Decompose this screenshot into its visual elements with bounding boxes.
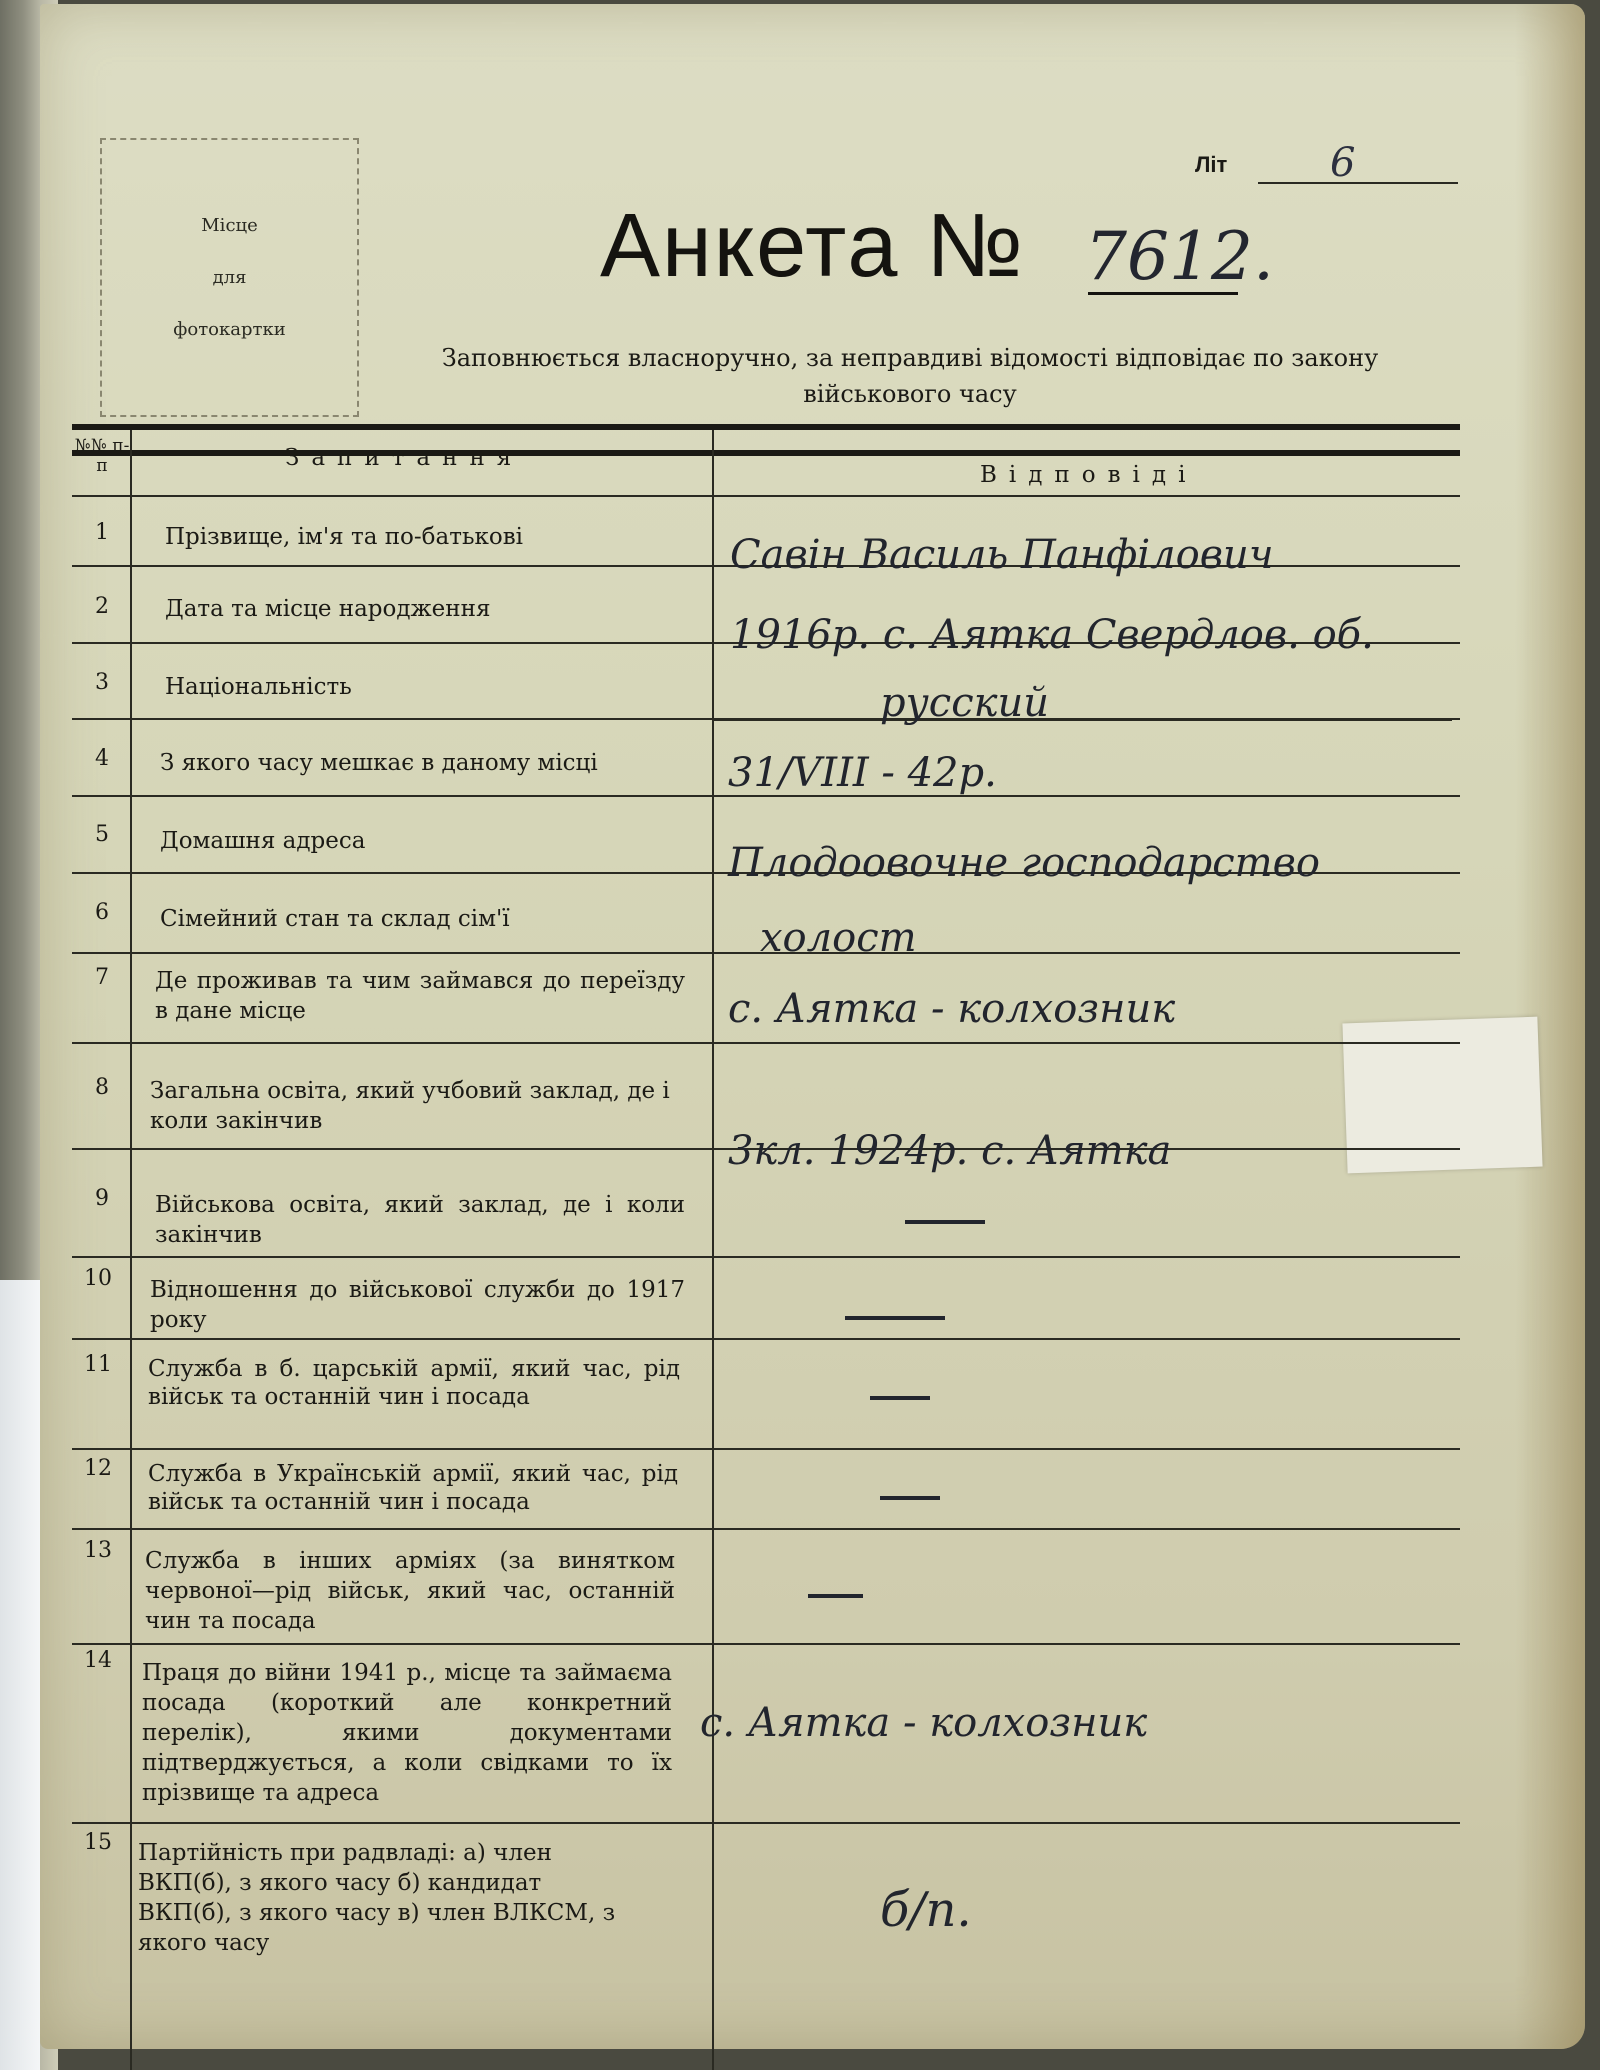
question-cell: Прізвище, ім'я та по-батькові — [165, 524, 523, 550]
photo-label-line3: фотокартки — [173, 318, 286, 340]
answer-cell: холост — [760, 915, 917, 961]
header-answers: Відповіді — [980, 462, 1198, 488]
answer-cell: 31/VIII - 42р. — [728, 750, 997, 796]
question-cell: Служба в Українській армії, який час, рід військ та останній чин і посада — [148, 1461, 678, 1515]
answer-cell: 1916р. с. Аятка Свердлов. об. — [730, 612, 1374, 658]
row-num: 6 — [95, 900, 109, 925]
photo-label-line1: Місце — [201, 214, 258, 236]
question-cell: Національність — [165, 674, 352, 700]
header-num: №№ п-п — [74, 436, 130, 476]
answer-cell: русский — [880, 680, 1050, 726]
row-num: 13 — [84, 1538, 112, 1563]
answer-cell — [845, 1316, 945, 1320]
question-cell: Військова освіта, який заклад, де і коли закінчив — [155, 1192, 685, 1248]
row-num: 14 — [84, 1648, 112, 1673]
row-num: 15 — [84, 1830, 112, 1855]
question-cell: З якого часу мешкає в даному місці — [160, 750, 598, 776]
answer-cell: с. Аятка - колхозник — [700, 1700, 1148, 1746]
question-cell: Відношення до військової служби до 1917 року — [150, 1277, 685, 1333]
row-num: 9 — [95, 1186, 109, 1211]
answer-cell — [880, 1496, 940, 1500]
row-num: 5 — [95, 822, 109, 847]
answer-cell — [808, 1594, 863, 1598]
row-num: 12 — [84, 1456, 112, 1481]
photo-placeholder — [100, 138, 359, 417]
answer-cell — [905, 1220, 985, 1224]
answer-cell: 3кл. 1924р. с. Аятка — [728, 1128, 1172, 1174]
question-cell: Партійність при радвладі: а) член ВКП(б), з якого часу б) кандидат ВКП(б), з якого часу в) член ВЛКСМ, з якого часу — [138, 1840, 616, 1956]
question-cell: Загальна освіта, який учбовий заклад, де і коли закінчив — [150, 1078, 670, 1134]
answer-cell: с. Аятка - колхозник — [728, 986, 1176, 1032]
answer-cell — [870, 1396, 930, 1400]
row-num: 2 — [95, 594, 109, 619]
answer-cell: б/п. — [880, 1882, 972, 1938]
sheet-label: Літ — [1195, 152, 1228, 177]
question-cell: Служба в б. царській армії, який час, рід військ та останній чин і посада — [148, 1356, 680, 1410]
question-cell: Де проживав та чим займався до переїзду в дане місце — [155, 968, 685, 1024]
row-num: 10 — [84, 1266, 112, 1291]
question-cell: Домашня адреса — [160, 828, 366, 854]
row-num: 11 — [84, 1352, 112, 1377]
form-instructions: Заповнюється власноручно, за неправдиві відомості відповідає по закону військового часу — [441, 344, 1379, 408]
page-title: Анкета № — [600, 196, 1025, 296]
row-num: 7 — [95, 965, 109, 990]
sheet-number: 6 — [1330, 140, 1356, 186]
question-cell: Служба в інших арміях (за винятком червоної—рід військ, який час, останній чин та посада — [145, 1548, 675, 1634]
answer-cell: Савін Василь Панфілович — [730, 532, 1274, 578]
question-cell: Сімейний стан та склад сім'ї — [160, 906, 510, 932]
answer-cell: Плодоовочне господарство — [728, 840, 1320, 886]
header-questions: Запитання — [285, 445, 524, 471]
row-num: 3 — [95, 670, 109, 695]
row-num: 8 — [95, 1075, 109, 1100]
photo-label-line2: для — [212, 266, 247, 288]
form-number: 7612. — [1085, 218, 1274, 295]
row-num: 1 — [95, 520, 109, 545]
question-cell: Праця до війни 1941 р., місце та займаєма посада (короткий але конкретний перелік), якими документами підтверджується, а коли свідками то їх прізвище та адреса — [142, 1660, 672, 1806]
binder-sheet — [0, 1280, 40, 2070]
row-num: 4 — [95, 746, 109, 771]
question-cell: Дата та місце народження — [165, 596, 491, 622]
